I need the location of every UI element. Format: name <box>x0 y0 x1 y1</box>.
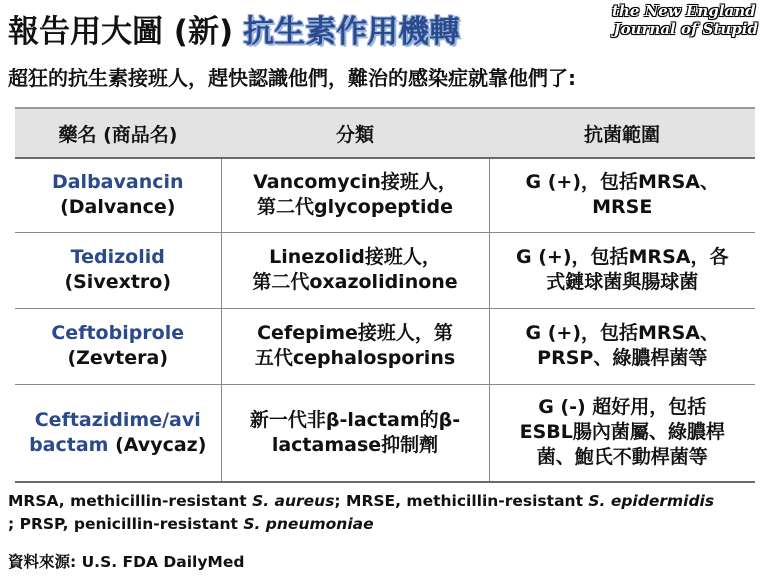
class-line: Linezolid接班人， <box>269 246 441 268</box>
drug-table <box>15 107 755 483</box>
spectrum-cell <box>489 232 755 308</box>
table-header-row <box>15 108 755 158</box>
generic-name: Tedizolid <box>70 246 165 268</box>
footnote-text: ; MRSE, methicillin-resistant <box>334 492 589 510</box>
spectrum-line: G (-) 超好用，包括 <box>538 396 707 419</box>
title-highlight: 抗生素作用機轉 <box>243 13 461 50</box>
drug-name-cell <box>15 384 221 482</box>
journal-logo <box>608 2 758 48</box>
brand-name: (Sivextro) <box>64 271 172 293</box>
generic-name: Ceftobiprole <box>51 322 185 344</box>
generic-name: Dalbavancin <box>51 171 184 194</box>
spectrum-line: 菌、鮑氏不動桿菌等 <box>536 446 708 469</box>
title-main: 報告用大圖 (新) <box>8 13 234 50</box>
brand-name: (Avycaz) <box>115 433 207 456</box>
class-line: 新一代非β-lactam的β- <box>249 408 461 431</box>
abbreviation-footnote <box>8 490 768 536</box>
footnote-species: S. pneumoniae <box>243 515 374 533</box>
journal-logo-line1: the New England <box>612 2 756 20</box>
footnote-text: MRSA, methicillin-resistant <box>8 492 253 510</box>
spectrum-line: PRSP、綠膿桿菌等 <box>537 347 708 369</box>
spectrum-line: ESBL腸內菌屬、綠膿桿 <box>519 421 725 444</box>
header-spectrum: 抗菌範圍 <box>489 108 755 158</box>
class-line: 第二代oxazolidinone <box>252 271 458 293</box>
brand-name: (Zevtera) <box>67 347 169 369</box>
drug-name-cell <box>15 232 221 308</box>
table-row <box>15 232 755 308</box>
brand-name: (Dalvance) <box>60 196 176 219</box>
source-citation: 資料來源: U.S. FDA DailyMed <box>8 553 245 571</box>
journal-logo-line2: Journal of Stupid <box>613 20 758 38</box>
generic-name-cont: bactam <box>29 433 109 456</box>
class-line: lactamase抑制劑 <box>271 433 439 456</box>
class-cell <box>221 158 489 232</box>
class-line: 第二代glycopeptide <box>257 196 453 219</box>
table-row <box>15 308 755 384</box>
table-row <box>15 384 755 482</box>
spectrum-line: 式鏈球菌與腸球菌 <box>546 271 699 293</box>
table-row <box>15 158 755 232</box>
drug-name-cell <box>15 308 221 384</box>
subtitle: 超狂的抗生素接班人，趕快認識他們，難治的感染症就靠他們了: <box>8 66 576 90</box>
spectrum-cell <box>489 384 755 482</box>
class-cell <box>221 384 489 482</box>
spectrum-line: G (+)，包括MRSA、 <box>525 322 719 344</box>
spectrum-line: G (+)，包括MRSA、 <box>525 171 719 194</box>
spectrum-cell <box>489 158 755 232</box>
footnote-species: S. epidermidis <box>588 492 715 510</box>
spectrum-cell <box>489 308 755 384</box>
class-cell <box>221 232 489 308</box>
header-drug-name: 藥名 (商品名) <box>15 108 221 158</box>
generic-name: Ceftazidime/avi <box>34 408 201 431</box>
footnote-species: S. aureus <box>252 492 335 510</box>
class-line: Cefepime接班人，第 <box>257 322 453 344</box>
class-cell <box>221 308 489 384</box>
spectrum-line: G (+)，包括MRSA，各 <box>516 246 729 268</box>
drug-name-cell <box>15 158 221 232</box>
class-line: Vancomycin接班人， <box>253 171 457 194</box>
header-title <box>8 6 460 50</box>
footnote-text: ; PRSP, penicillin-resistant <box>8 515 244 533</box>
header-class: 分類 <box>221 108 489 158</box>
class-line: 五代cephalosporins <box>254 347 456 369</box>
spectrum-line: MRSE <box>592 196 653 219</box>
